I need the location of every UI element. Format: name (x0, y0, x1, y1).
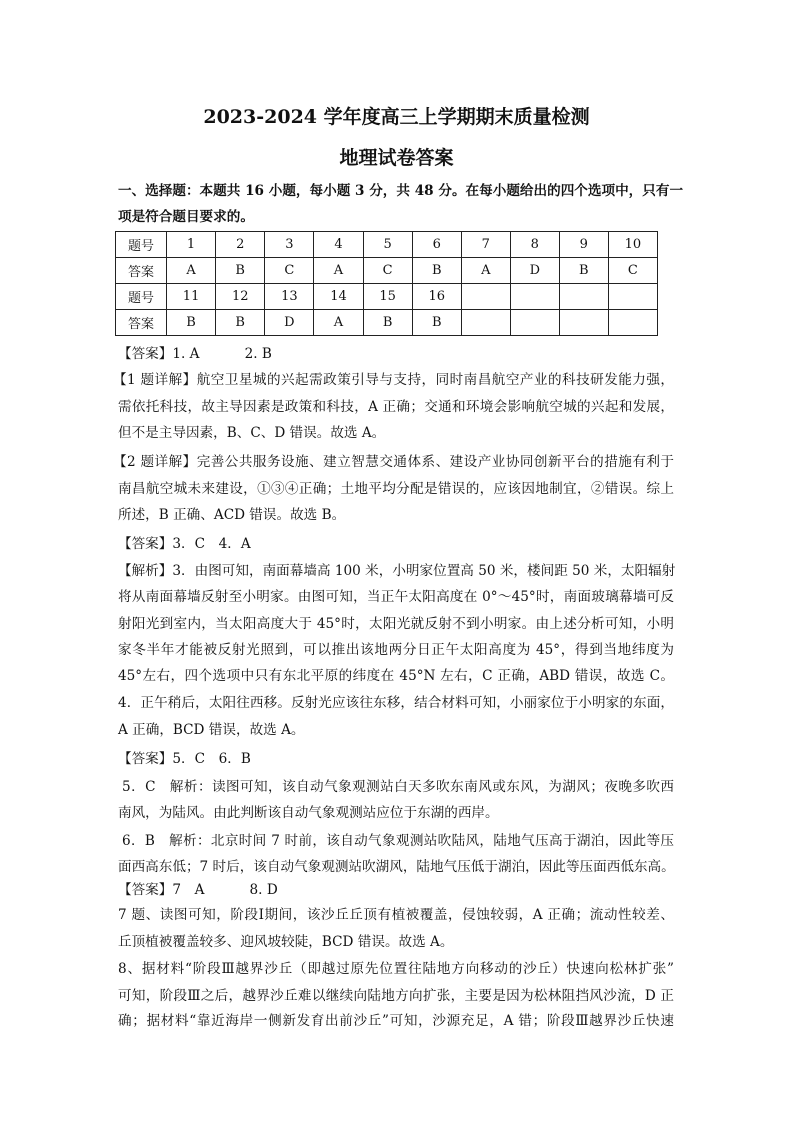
table-cell: B (216, 310, 265, 336)
table-cell: 1 (167, 232, 216, 258)
text-line: 【答案】7 A 8. D (118, 882, 278, 898)
table-row (116, 310, 658, 336)
table-cell: 11 (167, 284, 216, 310)
text-line: 【答案】5．C 6．B (118, 751, 251, 767)
table-cell (608, 310, 657, 336)
table-cell: 10 (608, 232, 657, 258)
text-line: 45°左右，四个选项中只有东北平原的纬度在 45°N 左右，C 正确，ABD 错误，故选 C。 (118, 668, 674, 684)
text-line: 所述，B 正确、ACD 错误。故选 B。 (118, 507, 346, 523)
section-heading-line-2: 项是符合题目要求的。 (118, 209, 254, 225)
table-cell: 3 (265, 232, 314, 258)
text-line: 【答案】1. A 2. B (118, 346, 272, 362)
table-cell: 9 (559, 232, 608, 258)
table-cell (608, 284, 657, 310)
table-cell: 8 (510, 232, 559, 258)
row-header-cell: 题号 (116, 284, 167, 310)
table-cell: 6 (412, 232, 461, 258)
row-header-cell: 答案 (116, 310, 167, 336)
table-cell: A (167, 258, 216, 284)
table-cell (559, 310, 608, 336)
text-line: 7 题、读图可知，阶段Ⅰ期间，该沙丘丘顶有植被覆盖，侵蚀较弱，A 正确；流动性较差、 (118, 907, 674, 923)
text-line: 将从南面幕墙反射至小明家。由图可知，当正午太阳高度在 0°～45°时，南面玻璃幕墙可反 (118, 589, 674, 605)
answer-table (115, 231, 658, 336)
table-cell: C (363, 258, 412, 284)
text-line: 【1 题详解】航空卫星城的兴起需政策引导与支持，同时南昌航空产业的科技研发能力强， (113, 372, 674, 388)
table-cell (461, 284, 510, 310)
table-cell: 2 (216, 232, 265, 258)
table-cell: C (608, 258, 657, 284)
table-cell: C (265, 258, 314, 284)
table-cell: B (412, 258, 461, 284)
text-line: 【2 题详解】完善公共服务设施、建立智慧交通体系、建设产业协同创新平台的措施有利于 (113, 454, 674, 470)
row-header-cell: 题号 (116, 232, 167, 258)
text-line: 可知，阶段Ⅲ之后，越界沙丘难以继续向陆地方向扩张，主要是因为松林阻挡风沙流，D 正 (118, 988, 674, 1004)
table-cell (510, 284, 559, 310)
text-line: 需依托科技，故主导因素是政策和科技，A 正确；交通和环境会影响航空城的兴起和发展， (118, 399, 674, 415)
table-cell (559, 284, 608, 310)
text-line: 5．C 解析：读图可知，该自动气象观测站白天多吹东南风或东风，为湖风；夜晚多吹西 (122, 779, 674, 795)
text-line: 【答案】3．C 4．A (118, 536, 251, 552)
text-line: A 正确，BCD 错误，故选 A。 (118, 722, 305, 738)
text-line: 4．正午稍后，太阳往西移。反射光应该往东移，结合材料可知，小丽家位于小明家的东面， (118, 695, 674, 711)
text-line: 南风，为陆风。由此判断该自动气象观测站应位于东湖的西岸。 (118, 805, 499, 821)
table-cell: 7 (461, 232, 510, 258)
table-row (116, 232, 658, 258)
table-cell: 14 (314, 284, 363, 310)
table-cell: 5 (363, 232, 412, 258)
table-cell (510, 310, 559, 336)
document-title: 2023-2024 学年度高三上学期期末质量检测 (203, 106, 590, 128)
table-cell: A (461, 258, 510, 284)
table-cell: A (314, 258, 363, 284)
table-cell: B (167, 310, 216, 336)
text-line: 南昌航空城未来建设，①③④正确；土地平均分配是错误的，应该因地制宜，②错误。综上 (118, 481, 674, 497)
text-line: 6．B 解析：北京时间 7 时前，该自动气象观测站吹陆风，陆地气压高于湖泊，因此等压 (122, 833, 674, 849)
document-subtitle: 地理试卷答案 (339, 147, 454, 169)
table-cell: 4 (314, 232, 363, 258)
table-cell: B (216, 258, 265, 284)
table-cell: 16 (412, 284, 461, 310)
table-cell: D (265, 310, 314, 336)
text-line: 丘顶植被覆盖较多、迎风坡较陡，BCD 错误。故选 A。 (118, 934, 454, 950)
text-line: 面西高东低；7 时后，该自动气象观测站吹湖风，陆地气压低于湖泊，因此等压面西低东高。 (118, 859, 675, 875)
table-cell: 12 (216, 284, 265, 310)
table-row (116, 258, 658, 284)
table-cell: B (412, 310, 461, 336)
row-header-cell: 答案 (116, 258, 167, 284)
text-line: 8、据材料“阶段Ⅲ越界沙丘（即越过原先位置往陆地方向移动的沙丘）快速向松林扩张” (118, 961, 674, 977)
table-cell (461, 310, 510, 336)
text-line: 【解析】3．由图可知，南面幕墙高 100 米，小明家位置高 50 米，楼间距 50 米，太阳辐射 (118, 563, 676, 579)
table-cell: D (510, 258, 559, 284)
table-cell: 15 (363, 284, 412, 310)
text-line: 确；据材料“靠近海岸一侧新发育出前沙丘”可知，沙源充足，A 错；阶段Ⅲ越界沙丘快速 (118, 1013, 674, 1029)
table-row (116, 284, 658, 310)
text-line: 射阳光到室内，当太阳高度大于 45°时，太阳光就反射不到小明家。由上述分析可知，小明 (118, 616, 674, 632)
text-line: 但不是主导因素，B、C、D 错误。故选 A。 (118, 425, 386, 441)
section-heading-line-1: 一、选择题：本题共 16 小题，每小题 3 分，共 48 分。在每小题给出的四个选项中，只有一 (118, 183, 684, 199)
table-cell: A (314, 310, 363, 336)
table-cell: B (363, 310, 412, 336)
table-cell: B (559, 258, 608, 284)
text-line: 家冬半年才能被反射光照到，可以推出该地两分日正午太阳高度为 45°，得到当地纬度为 (118, 642, 674, 658)
table-cell: 13 (265, 284, 314, 310)
